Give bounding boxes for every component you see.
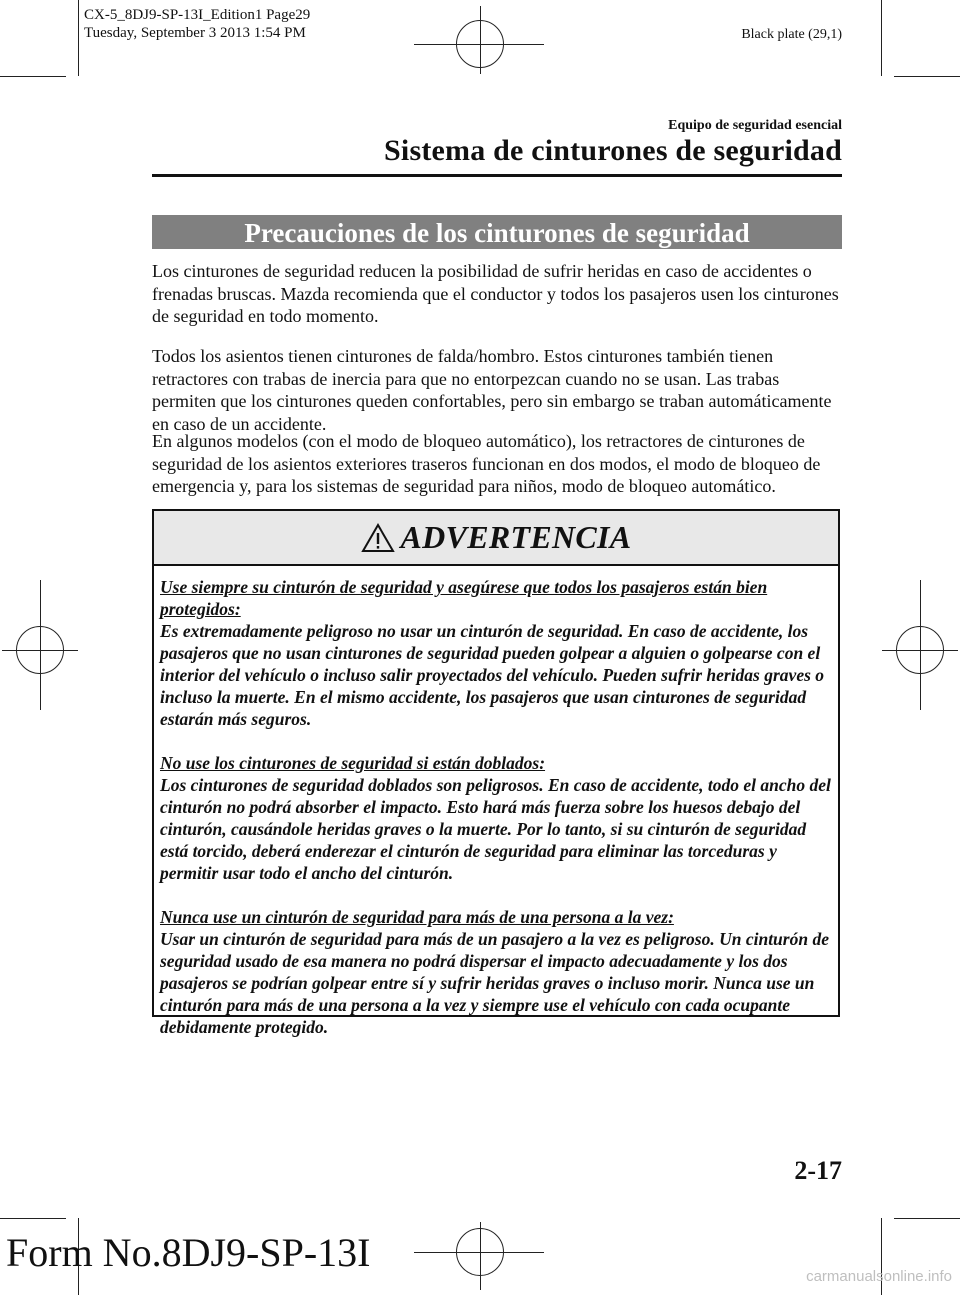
page-number: 2-17 (794, 1156, 842, 1185)
header-rule (152, 174, 842, 177)
form-number: Form No.8DJ9-SP-13I (6, 1230, 371, 1275)
belts-paragraph: Todos los asientos tienen cinturones de falda/hombro. Estos cinturones también tienen retractores con trabas de inercia para que no entorpezcan cuando no se usan. Las trabas permiten que los cinturones queden confortables, pero sin embargo se traban automáticamente en caso de un accidente. (152, 346, 832, 434)
warning-item-text: Usar un cinturón de seguridad para más de un pasajero a la vez es peligroso. Un cinturón de seguridad usado de esa manera no podrá dispersar el impacto adecuadamente y los dos pasajeros se podrían golpear entre sí y sufrir heridas graves o incluso morir. Nunca use un cinturón para más de una persona a la vez y siempre use el vehículo con cada ocupante debidamente protegido. (160, 929, 829, 1037)
warning-box (152, 509, 840, 1037)
warning-item-heading: No use los cinturones de seguridad si están doblados: (160, 753, 546, 773)
watermark: carmanualsonline.info (806, 1268, 952, 1285)
section-category: Equipo de seguridad esencial (668, 118, 842, 133)
print-date-line: Tuesday, September 3 2013 1:54 PM (84, 25, 306, 41)
warning-body (154, 566, 838, 1038)
warning-triangle-icon (361, 523, 395, 553)
plate-label: Black plate (29,1) (741, 27, 842, 42)
print-meta (84, 6, 310, 42)
section-title: Sistema de cinturones de seguridad (384, 134, 842, 167)
intro-paragraph: Los cinturones de seguridad reducen la posibilidad de sufrir heridas en caso de accidentes o frenadas bruscas. Mazda recomienda que el conductor y todos los pasajeros usen los cinturones de seguridad en todo momento. (152, 261, 839, 326)
warning-item-text: Los cinturones de seguridad doblados son peligrosos. En caso de accidente, todo el ancho del cinturón no podrá absorber el impacto. Esto hará más fuerza sobre los huesos debajo del cinturón, causándole heridas graves o la muerte. Por lo tanto, si su cinturón de seguridad está torcido, deberá enderezar el cinturón de seguridad para eliminar las torceduras y permitir usar todo el ancho del cinturón. (160, 775, 831, 883)
warning-title: ADVERTENCIA (400, 519, 632, 555)
warning-item-heading: Use siempre su cinturón de seguridad y asegúrese que todos los pasajeros están bien protegidos: (160, 577, 768, 619)
warning-item-heading: Nunca use un cinturón de seguridad para más de una persona a la vez: (160, 907, 674, 927)
warning-item-text: Es extremadamente peligroso no usar un cinturón de seguridad. En caso de accidente, los pasajeros que no usan cinturones de seguridad pueden golpear a alguien o golpearse con el interior del vehículo o incluso salir proyectados del vehículo. Pueden sufrir heridas graves o incluso la muerte. En el mismo accidente, los pasajeros que usan cinturones de seguridad estarán más seguros. (160, 621, 825, 729)
topic-banner: Precauciones de los cinturones de seguridad (152, 215, 842, 249)
warning-header (154, 511, 838, 566)
retractor-paragraph: En algunos modelos (con el modo de bloqueo automático), los retractores de cinturones de seguridad de los asientos exteriores traseros funcionan en dos modos, el modo de bloqueo de emergencia y, para los sistemas de seguridad para niños, modo de bloqueo automático. (152, 431, 821, 496)
print-job-line: CX-5_8DJ9-SP-13I_Edition1 Page29 (84, 7, 311, 23)
